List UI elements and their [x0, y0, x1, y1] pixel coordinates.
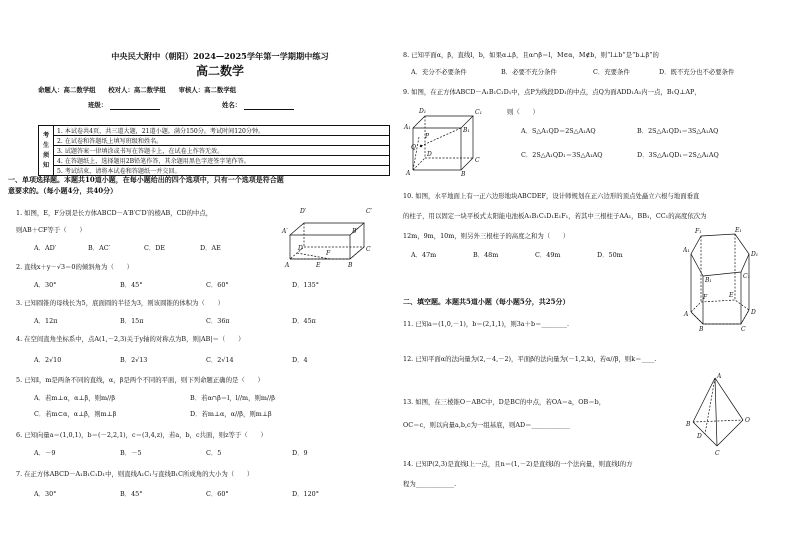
fig-label: D′ [300, 208, 307, 215]
option[interactable]: B．15π [120, 317, 144, 325]
option[interactable]: B．－5 [120, 449, 142, 457]
notice-label-char: 考 [42, 131, 50, 139]
fig-label: E₁ [735, 227, 742, 234]
fig-label: C [715, 450, 720, 457]
fig-label: B′ [352, 228, 358, 235]
option[interactable]: B．45° [120, 281, 143, 289]
fig-label: B₁ [463, 127, 470, 134]
fig-label: F [326, 250, 331, 257]
fig-label: F [703, 294, 708, 301]
option[interactable]: A．若m⊥α，α⊥β，则m//β [34, 394, 116, 402]
question-stem: 1. 如图，E，F分别是长方体ABCD－A′B′C′D′的棱AB，CD的中点， [16, 209, 213, 217]
option[interactable]: C．充要条件 [593, 68, 630, 76]
class-label: 班级： [88, 101, 108, 109]
fill-question-cont: OC＝c，则以向量a,b,c为一组基底，则AD＝____________ [403, 421, 570, 429]
question-stem: 5. 已知l，m是两条不同的直线，α，β是两个不同的平面，则下列命题正确的是（ ） [16, 376, 264, 384]
section1-heading: 一、单项选择题。本题共10道小题，在每小题给出的四个选项中，只有一个选项是符合题 [8, 175, 284, 184]
option[interactable]: D．3S△A₁QD₁＝2S△A₁AQ [637, 151, 719, 159]
option[interactable]: D．若m⊥α，α//β，则m⊥β [190, 410, 272, 418]
option[interactable]: B．2S△A₁QD₁＝3S△A₁AQ [637, 127, 719, 135]
fig-label: C [475, 157, 480, 164]
figure-tetrahedron-q13 [685, 370, 751, 458]
exam-notice-table [38, 125, 390, 176]
fig-label: D [298, 245, 303, 252]
section2-heading: 二、填空题。本题共5道小题（每小题5分，共25分） [403, 297, 570, 306]
fill-question: 12. 已知平面α的法向量为(2,－4,－2)，平面β的法向量为(－1,2,k)，若α//β，则k＝____. [403, 355, 657, 363]
fig-label: C₁ [743, 273, 750, 280]
option[interactable]: A．12π [34, 317, 58, 325]
fig-label: C [366, 246, 371, 253]
question-stem: 的柱子，用以固定一块平板式太阳能电池板A₁B₁C₁D₁E₁F₁，若其中三根柱子AA₁，BB₁，CC₁的高度依次为 [403, 212, 707, 220]
notice-label [39, 126, 54, 176]
name-field[interactable] [244, 109, 294, 110]
figure-cuboid-q1 [280, 203, 390, 273]
question-stem: 8. 已知平面α，β，直线l，b，如果α⊥β，且α∩β＝l，M∈α，M∉b，则“l⊥b”是“b⊥β”的 [403, 51, 659, 59]
option[interactable]: B．AC′ [88, 244, 111, 252]
fig-label: A [285, 262, 290, 269]
fill-question: 11. 已知a＝(1,0,－1)，b＝(2,1,1)，则3a＋b＝________. [403, 320, 570, 328]
fig-label: A′ [282, 228, 288, 235]
question-stem: 7. 在正方体ABCD－A₁B₁C₁D₁中，则直线A₁C₁与直线B₁C所成角的大小为（ ） [16, 470, 254, 478]
fig-label: C₁ [475, 109, 482, 116]
notice-item: 5. 考试结束，请将本试卷和答题纸一并交回。 [54, 166, 390, 176]
option[interactable]: C．若m⊂α，α⊥β，则m⊥β [34, 410, 117, 418]
option[interactable]: B．45° [120, 490, 143, 498]
fig-label: E [316, 262, 321, 269]
fig-label: A₁ [683, 247, 690, 254]
option[interactable]: D．AE [200, 244, 221, 252]
fig-label: B [686, 421, 691, 428]
fig-label: D [751, 309, 756, 316]
fig-label: Q [411, 144, 416, 151]
fill-question: 13. 如图，在三棱锥O－ABC中，D是BC的中点，若OA＝a，OB＝b， [403, 398, 606, 406]
name-label: 姓名： [222, 101, 242, 109]
option[interactable]: D．50m [597, 251, 623, 259]
option[interactable]: B．必要不充分条件 [501, 68, 557, 76]
school-title: 中央民大附中（朝阳）2024—2025学年第一学期期中练习 [111, 51, 329, 61]
option[interactable]: C．60° [206, 281, 229, 289]
option[interactable]: A．47m [411, 251, 437, 259]
fig-label: O [745, 417, 750, 424]
figure-hexagonal-prism-q10 [683, 224, 767, 332]
question-stem: 6. 已知向量a＝(1,0,1)，b＝(－2,2,1)，c＝(3,4,z)，若a，b，c共面，则z等于（ ） [16, 431, 267, 439]
fig-label: P [425, 133, 430, 140]
notice-item: 2. 在试卷和答题纸上填写班级和姓名。 [54, 136, 390, 146]
fig-label: D [427, 151, 432, 158]
fill-question-cont: 程为____________. [403, 480, 457, 488]
fig-label: A [684, 311, 689, 318]
option[interactable]: D．既不充分也不必要条件 [659, 68, 735, 76]
question-stem: 9. 如图，在正方体ABCD－A₁B₁C₁D₁中，点P为线段DD₁的中点，点Q为面ADD₁A₁内一点，B₁Q⊥AP， [403, 88, 701, 96]
fig-label: D₁ [751, 251, 759, 258]
option[interactable]: C．2√14 [206, 356, 234, 364]
fig-label: C [741, 326, 746, 332]
question-stem: 则（ ） [507, 108, 539, 116]
fig-label: B [699, 326, 704, 332]
option[interactable]: B．若α∩β＝l，l//m，则m//β [190, 394, 275, 402]
fill-question: 14. 已知P(2,3)是直线l上一点，且n＝(1,－2)是直线l的一个法向量，则直线l的方 [403, 460, 633, 468]
option[interactable]: C．36π [206, 317, 230, 325]
question-stem: 3. 已知圆锥的母线长为5，底面圆的半径为3，则该圆锥的体积为（ ） [16, 299, 224, 307]
question-stem: 12m，9m，10m，则另外三根柱子的高度之和为（ ） [403, 232, 570, 240]
option[interactable]: B．48m [473, 251, 499, 259]
option[interactable]: D．45π [292, 317, 316, 325]
figure-cube-q9 [403, 104, 493, 176]
option[interactable]: B．2√13 [120, 356, 148, 364]
notice-label-char: 须 [42, 151, 50, 159]
notice-item: 1. 本试卷共4页，共三道大题，21道小题。满分150分。考试时间120分钟。 [54, 126, 390, 136]
fig-label: B₁ [705, 277, 712, 284]
question-stem: 4. 在空间直角坐标系中，点A(1,－2,3)关于y轴的对称点为B，则|AB|＝（ ） [16, 335, 245, 343]
fig-label: E [729, 292, 734, 299]
subject-title: 高二数学 [195, 64, 244, 78]
option[interactable]: A．充分不必要条件 [411, 68, 467, 76]
option[interactable]: D．120° [292, 490, 319, 498]
option[interactable]: C．DE [144, 244, 166, 252]
notice-item: 3. 试题答案一律填涂或书写在答题卡上，在试卷上作答无效。 [54, 146, 390, 156]
staff-line: 命题人：高二数学组 校对人：高二数学组 审核人：高二数学组 [38, 86, 237, 94]
option[interactable]: A．S△A₁QD＝2S△A₁AQ [521, 127, 596, 135]
fig-label: A₁ [404, 124, 411, 131]
option[interactable]: A．－9 [34, 449, 56, 457]
notice-label-char: 知 [42, 161, 50, 169]
notice-label-char: 生 [42, 141, 50, 149]
option[interactable]: C．2S△A₁QD₁＝3S△A₁AQ [521, 151, 603, 159]
fig-label: D [697, 433, 702, 440]
option[interactable]: D．4 [292, 356, 308, 364]
option[interactable]: A．30° [34, 281, 57, 289]
option[interactable]: A．2√10 [34, 356, 62, 364]
question-stem: 2. 直线x＋y－√3＝0的倾斜角为（ ） [16, 263, 134, 271]
notice-item: 4. 在答题纸上，选择题用2B铅笔作答，其余题用黑色字迹签字笔作答。 [54, 156, 390, 166]
fig-label: B [348, 262, 353, 269]
option[interactable]: D．9 [292, 449, 308, 457]
option[interactable]: C．49m [535, 251, 561, 259]
class-field[interactable] [110, 109, 160, 110]
fig-label: A [406, 170, 411, 176]
question-stem: 则AB＋CF等于（ ） [16, 226, 86, 234]
option[interactable]: A．30° [34, 490, 57, 498]
question-stem: 10. 如图，水平地面上有一正六边形地块ABCDEF，设计师规划在正六边形的顶点处矗立六根与地面垂直 [403, 192, 700, 200]
fig-label: D₁ [419, 108, 427, 115]
fig-label: A [717, 373, 722, 380]
option[interactable]: A．AD′ [34, 244, 57, 252]
section1-heading-cont: 意要求的。（每小题4分，共40分） [8, 186, 118, 195]
right-page [397, 0, 794, 550]
fig-label: F₁ [695, 228, 702, 235]
option[interactable]: D．135° [292, 281, 319, 289]
option[interactable]: C．5 [206, 449, 222, 457]
fig-label: B [461, 171, 466, 176]
option[interactable]: C．60° [206, 490, 229, 498]
fig-label: C′ [366, 208, 372, 215]
